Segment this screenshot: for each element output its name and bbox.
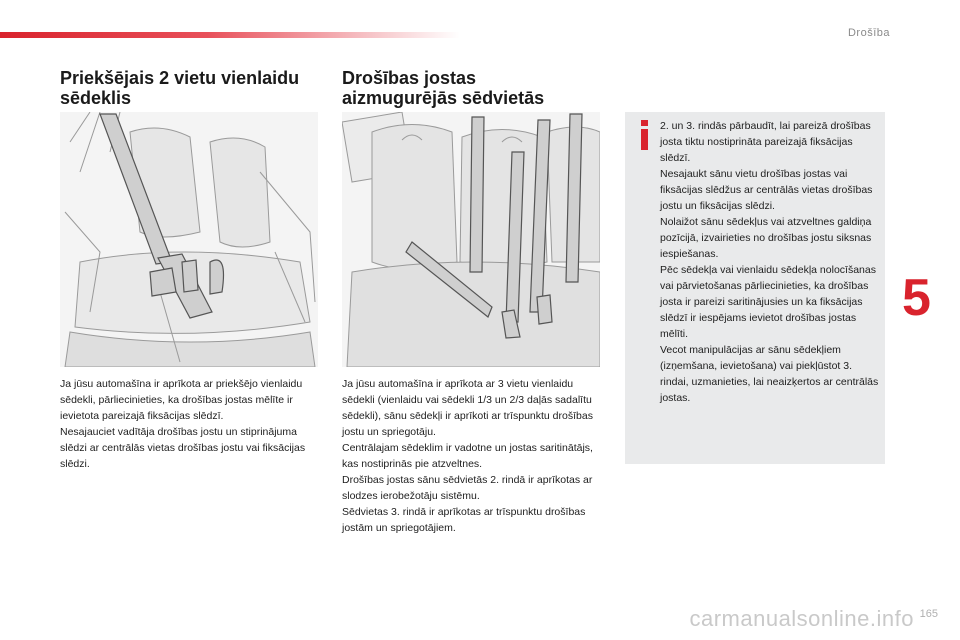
paragraph: Sēdvietas 3. rindā ir aprīkotas ar trīspunktu drošības jostām un spriegotājiem. [342,506,586,534]
rear-seats-seat-belt-drawing [342,112,600,367]
paragraph: Pēc sēdekļa vai vienlaidu sēdekļa nolocīšanas vai pārvietošanas pārliecinieties, ka drošības josta ir pareizi saritinājusies un ka fiksācijas slēdzī ir iespējams ievietot drošības jostas mēlīti. [660,264,876,340]
paragraph: Centrālajam sēdeklim ir vadotne un jostas saritinātājs, kas nostiprinās pie atzveltnes. [342,442,593,470]
title-line: Priekšējais 2 vietu vienlaidu [60,68,300,88]
front-bench-seat-belt-illustration [60,112,318,367]
info-box [625,112,885,464]
rear-seats-seat-belt-illustration [342,112,600,367]
front-bench-text [60,376,322,472]
info-icon [637,120,651,150]
front-bench-title [60,68,330,108]
paragraph: 2. un 3. rindās pārbaudīt, lai pareizā drošības josta tiktu nostiprināta pareizajā fiksācijas slēdzī. [660,120,871,164]
info-icon-dot [641,120,648,126]
title-line: aizmugurējās sēdvietās [342,88,545,108]
rear-seatbelts-text [342,376,604,536]
section-title: Drošība [847,27,890,39]
paragraph: Ja jūsu automašīna ir aprīkota ar priekšējo vienlaidu sēdekli, pārliecinieties, ka drošības jostas mēlīte ir ievietota pareizajā fiksācijas slēdzī. [60,378,303,422]
paragraph: Drošības jostas sānu sēdvietās 2. rindā ir aprīkotas ar slodzes ierobežotāju sistēmu. [342,474,593,502]
info-icon-bar [641,129,648,150]
header-accent-bar [0,32,460,38]
title-line: sēdeklis [60,88,132,108]
title-line: Drošības jostas [342,68,477,88]
paragraph: Ja jūsu automašīna ir aprīkota ar 3 vietu vienlaidu sēdekli (vienlaidu vai sēdekli 1/3 un 2/3 daļās sadalītu sēdekli), sānu sēdekļi ir aprīkoti ar trīspunktu drošības jostu un spriegotāju. [342,378,593,438]
paragraph: Vecot manipulācijas ar sānu sēdekļiem (izņemšana, ievietošana) vai piekļūstot 3. rindai, uzmanieties, lai neaizķertos ar centrālās jostas. [660,344,879,404]
paragraph: Nesajaukt sānu vietu drošības jostas vai fiksācijas slēdžus ar centrālās vietas drošības jostu un fiksācijas slēdzi. [660,168,873,212]
front-bench-seat-belt-drawing [60,112,318,367]
paragraph: Nolaižot sānu sēdekļus vai atzveltnes galdiņa pozīcijā, izvairieties no drošības jostu siksnas iespiešanas. [660,216,872,260]
paragraph: Nesajauciet vadītāja drošības jostu un stiprinājuma slēdzi ar centrālās vietas drošības jostu vai fiksācijas slēdzi. [60,426,306,470]
page-number: 165 [919,608,938,620]
watermark: carmanualsonline.info [689,606,914,631]
chapter-number: 5 [902,269,931,327]
info-text [660,118,880,406]
rear-seatbelts-title [342,68,612,108]
